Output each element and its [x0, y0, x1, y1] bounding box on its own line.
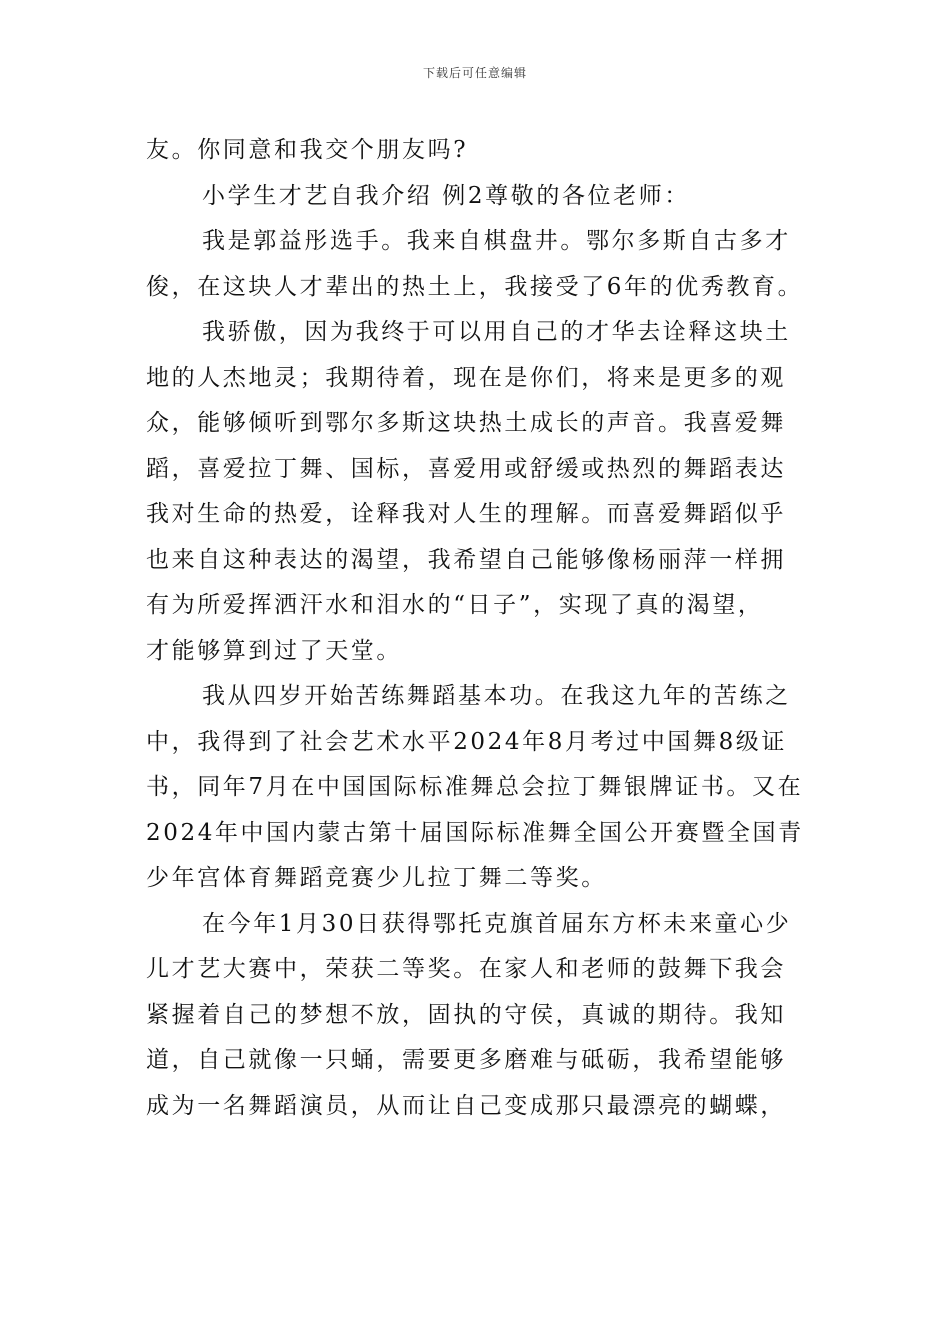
- text-line: 友。你同意和我交个朋友吗?: [146, 137, 469, 163]
- text-line: 中，我得到了社会艺术水平2024年8月考过中国舞8级证: [146, 728, 787, 755]
- text-line: 紧握着自己的梦想不放，固执的守侯，真诚的期待。我知: [146, 1001, 786, 1028]
- text-line: 俊，在这块人才辈出的热土上，我接受了6年的优秀教育。: [146, 273, 804, 300]
- document-body: [146, 128, 810, 1129]
- page-header: 下载后可任意编辑: [422, 66, 527, 80]
- text-line: 书，同年7月在中国国际标准舞总会拉丁舞银牌证书。又在: [146, 774, 804, 800]
- text-line: 道，自己就像一只蛹，需要更多磨难与砥砺，我希望能够: [146, 1047, 786, 1073]
- text-line: 在今年1月30日获得鄂托克旗首届东方杯未来童心少: [202, 910, 792, 937]
- text-line: 众，能够倾听到鄂尔多斯这块热土成长的声音。我喜爱舞: [146, 410, 786, 436]
- text-line: 儿才艺大赛中，荣获二等奖。在家人和老师的鼓舞下我会: [146, 956, 786, 982]
- text-line: 也来自这种表达的渴望，我希望自己能够像杨丽萍一样拥: [146, 546, 786, 573]
- text-line: 小学生才艺自我介绍 例2尊敬的各位老师：: [202, 182, 690, 209]
- text-line: 才能够算到过了天堂。: [146, 637, 402, 664]
- text-line: 我是郭益彤选手。我来自棋盘井。鄂尔多斯自古多才: [202, 228, 791, 254]
- text-line: 地的人杰地灵；我期待着，现在是你们，将来是更多的观: [146, 364, 786, 391]
- text-line: 我对生命的热爱，诠释我对人生的理解。而喜爱舞蹈似乎: [146, 501, 786, 527]
- text-line: 少年宫体育舞蹈竞赛少儿拉丁舞二等奖。: [146, 865, 607, 891]
- text-line: 2024年中国内蒙古第十届国际标准舞全国公开赛暨全国青: [146, 819, 804, 846]
- text-line: 蹈，喜爱拉丁舞、国标，喜爱用或舒缓或热烈的舞蹈表达: [146, 455, 786, 482]
- text-line: 有为所爱挥洒汗水和泪水的“日子”，实现了真的渴望，: [146, 592, 764, 618]
- text-line: 我从四岁开始苦练舞蹈基本功。在我这九年的苦练之: [202, 683, 791, 709]
- text-line: 成为一名舞蹈演员，从而让自己变成那只最漂亮的蝴蝶，: [146, 1092, 786, 1119]
- text-line: 我骄傲，因为我终于可以用自己的才华去诠释这块土: [202, 319, 791, 345]
